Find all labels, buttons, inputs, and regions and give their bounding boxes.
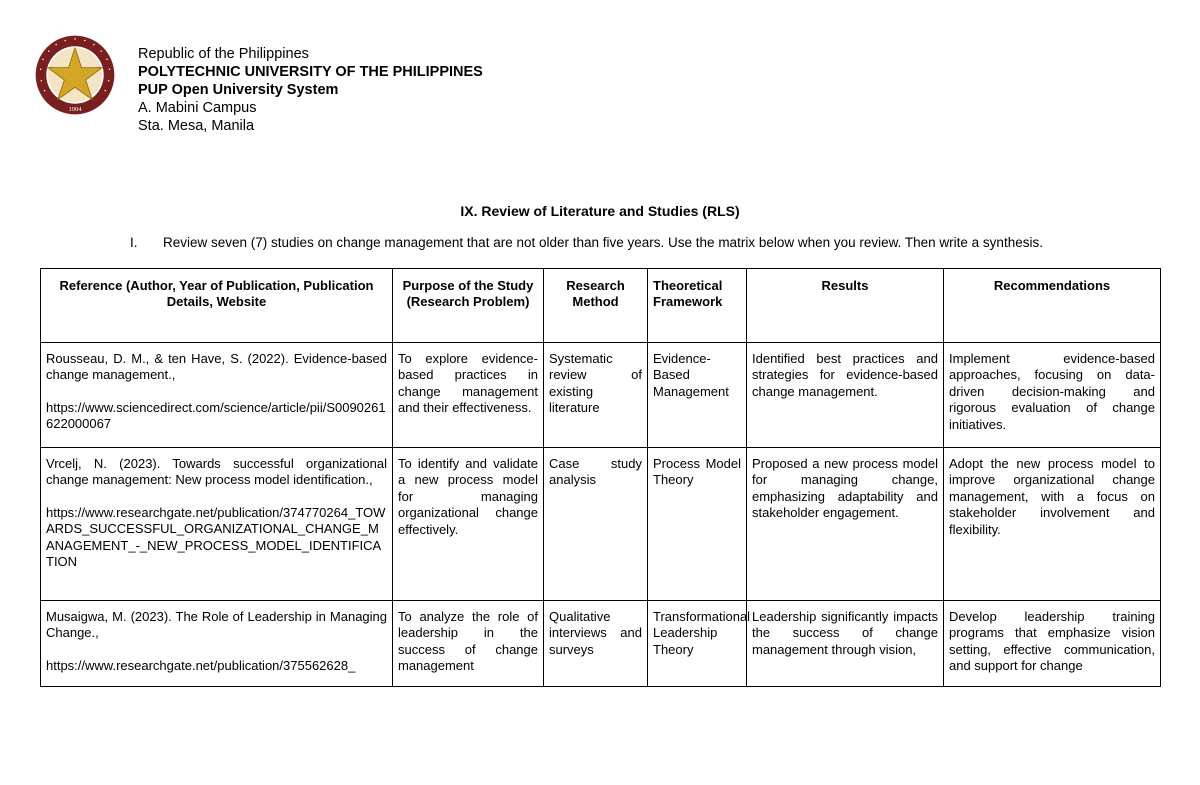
header-purpose: Purpose of the Study (Research Problem) [393, 269, 544, 343]
seal-year: 1904 [68, 106, 82, 114]
reference-url[interactable]: https://www.researchgate.net/publication/375562628_ [46, 657, 356, 673]
table-row [41, 343, 1161, 448]
results-cell: Proposed a new process model for managing change, emphasizing adaptability and stakeholder engagement. [747, 448, 944, 601]
table-header-row [41, 269, 1161, 343]
framework-cell: Evidence-Based Management [648, 343, 747, 448]
framework-cell: Process Model Theory [648, 448, 747, 601]
citation: Rousseau, D. M., & ten Have, S. (2022). Evidence-based change management., [46, 351, 387, 383]
purpose-cell: To explore evidence-based practices in change management and their effectiveness. [393, 343, 544, 448]
table-row [41, 448, 1161, 601]
purpose-cell: To identify and validate a new process model for managing organizational change effectively. [393, 448, 544, 601]
method-cell: Systematic review of existing literature [544, 343, 648, 448]
recommendations-cell: Implement evidence-based approaches, focusing on data-driven decision-making and rigorous evaluation of change initiatives. [944, 343, 1161, 448]
recommendations-cell: Develop leadership training programs that emphasize vision setting, effective communication, and support for change [944, 601, 1161, 687]
reference-cell [41, 343, 393, 448]
university-system: PUP Open University System [138, 82, 339, 98]
header-reference: Reference (Author, Year of Publication, Publication Details, Website [41, 269, 393, 343]
university-header [138, 45, 483, 135]
campus-name: A. Mabini Campus [138, 100, 257, 116]
results-cell: Leadership significantly impacts the success of change management through vision, [747, 601, 944, 687]
header-results: Results [747, 269, 944, 343]
results-cell: Identified best practices and strategies for evidence-based change management. [747, 343, 944, 448]
instruction [130, 235, 1043, 250]
method-cell: Case study analysis [544, 448, 648, 601]
reference-cell [41, 601, 393, 687]
table-row [41, 601, 1161, 687]
header-recommendations: Recommendations [944, 269, 1161, 343]
university-name: POLYTECHNIC UNIVERSITY OF THE PHILIPPINES [138, 64, 483, 80]
reference-url[interactable]: https://www.researchgate.net/publication/374770264_TOWARDS_SUCCESSFUL_ORGANIZATIONAL_CHANGE_MANAGEMENT_-_NEW_PROCESS_MODEL_IDENTIFICATION [46, 504, 386, 570]
purpose-cell: To analyze the role of leadership in the success of change management [393, 601, 544, 687]
citation: Musaigwa, M. (2023). The Role of Leadership in Managing Change., [46, 609, 387, 641]
framework-cell: Transformational Leadership Theory [648, 601, 747, 687]
recommendations-cell: Adopt the new process model to improve organizational change management, with a focus on stakeholder involvement and flexibility. [944, 448, 1161, 601]
instruction-text: Review seven (7) studies on change management that are not older than five years. Use the matrix below when you review. Then write a synthesis. [163, 235, 1043, 250]
header-framework: Theoretical Framework [648, 269, 747, 343]
reference-url[interactable]: https://www.sciencedirect.com/science/article/pii/S0090261622000067 [46, 399, 386, 432]
citation: Vrcelj, N. (2023). Towards successful organizational change management: New process model identification., [46, 456, 387, 488]
header-method: Research Method [544, 269, 648, 343]
method-cell: Qualitative interviews and surveys [544, 601, 648, 687]
university-seal-logo [34, 34, 116, 116]
reference-cell [41, 448, 393, 601]
section-title: IX. Review of Literature and Studies (RLS) [460, 203, 740, 219]
country-line: Republic of the Philippines [138, 46, 309, 62]
campus-location: Sta. Mesa, Manila [138, 118, 255, 134]
instruction-number: I. [130, 235, 138, 250]
review-matrix-table [40, 268, 1161, 687]
